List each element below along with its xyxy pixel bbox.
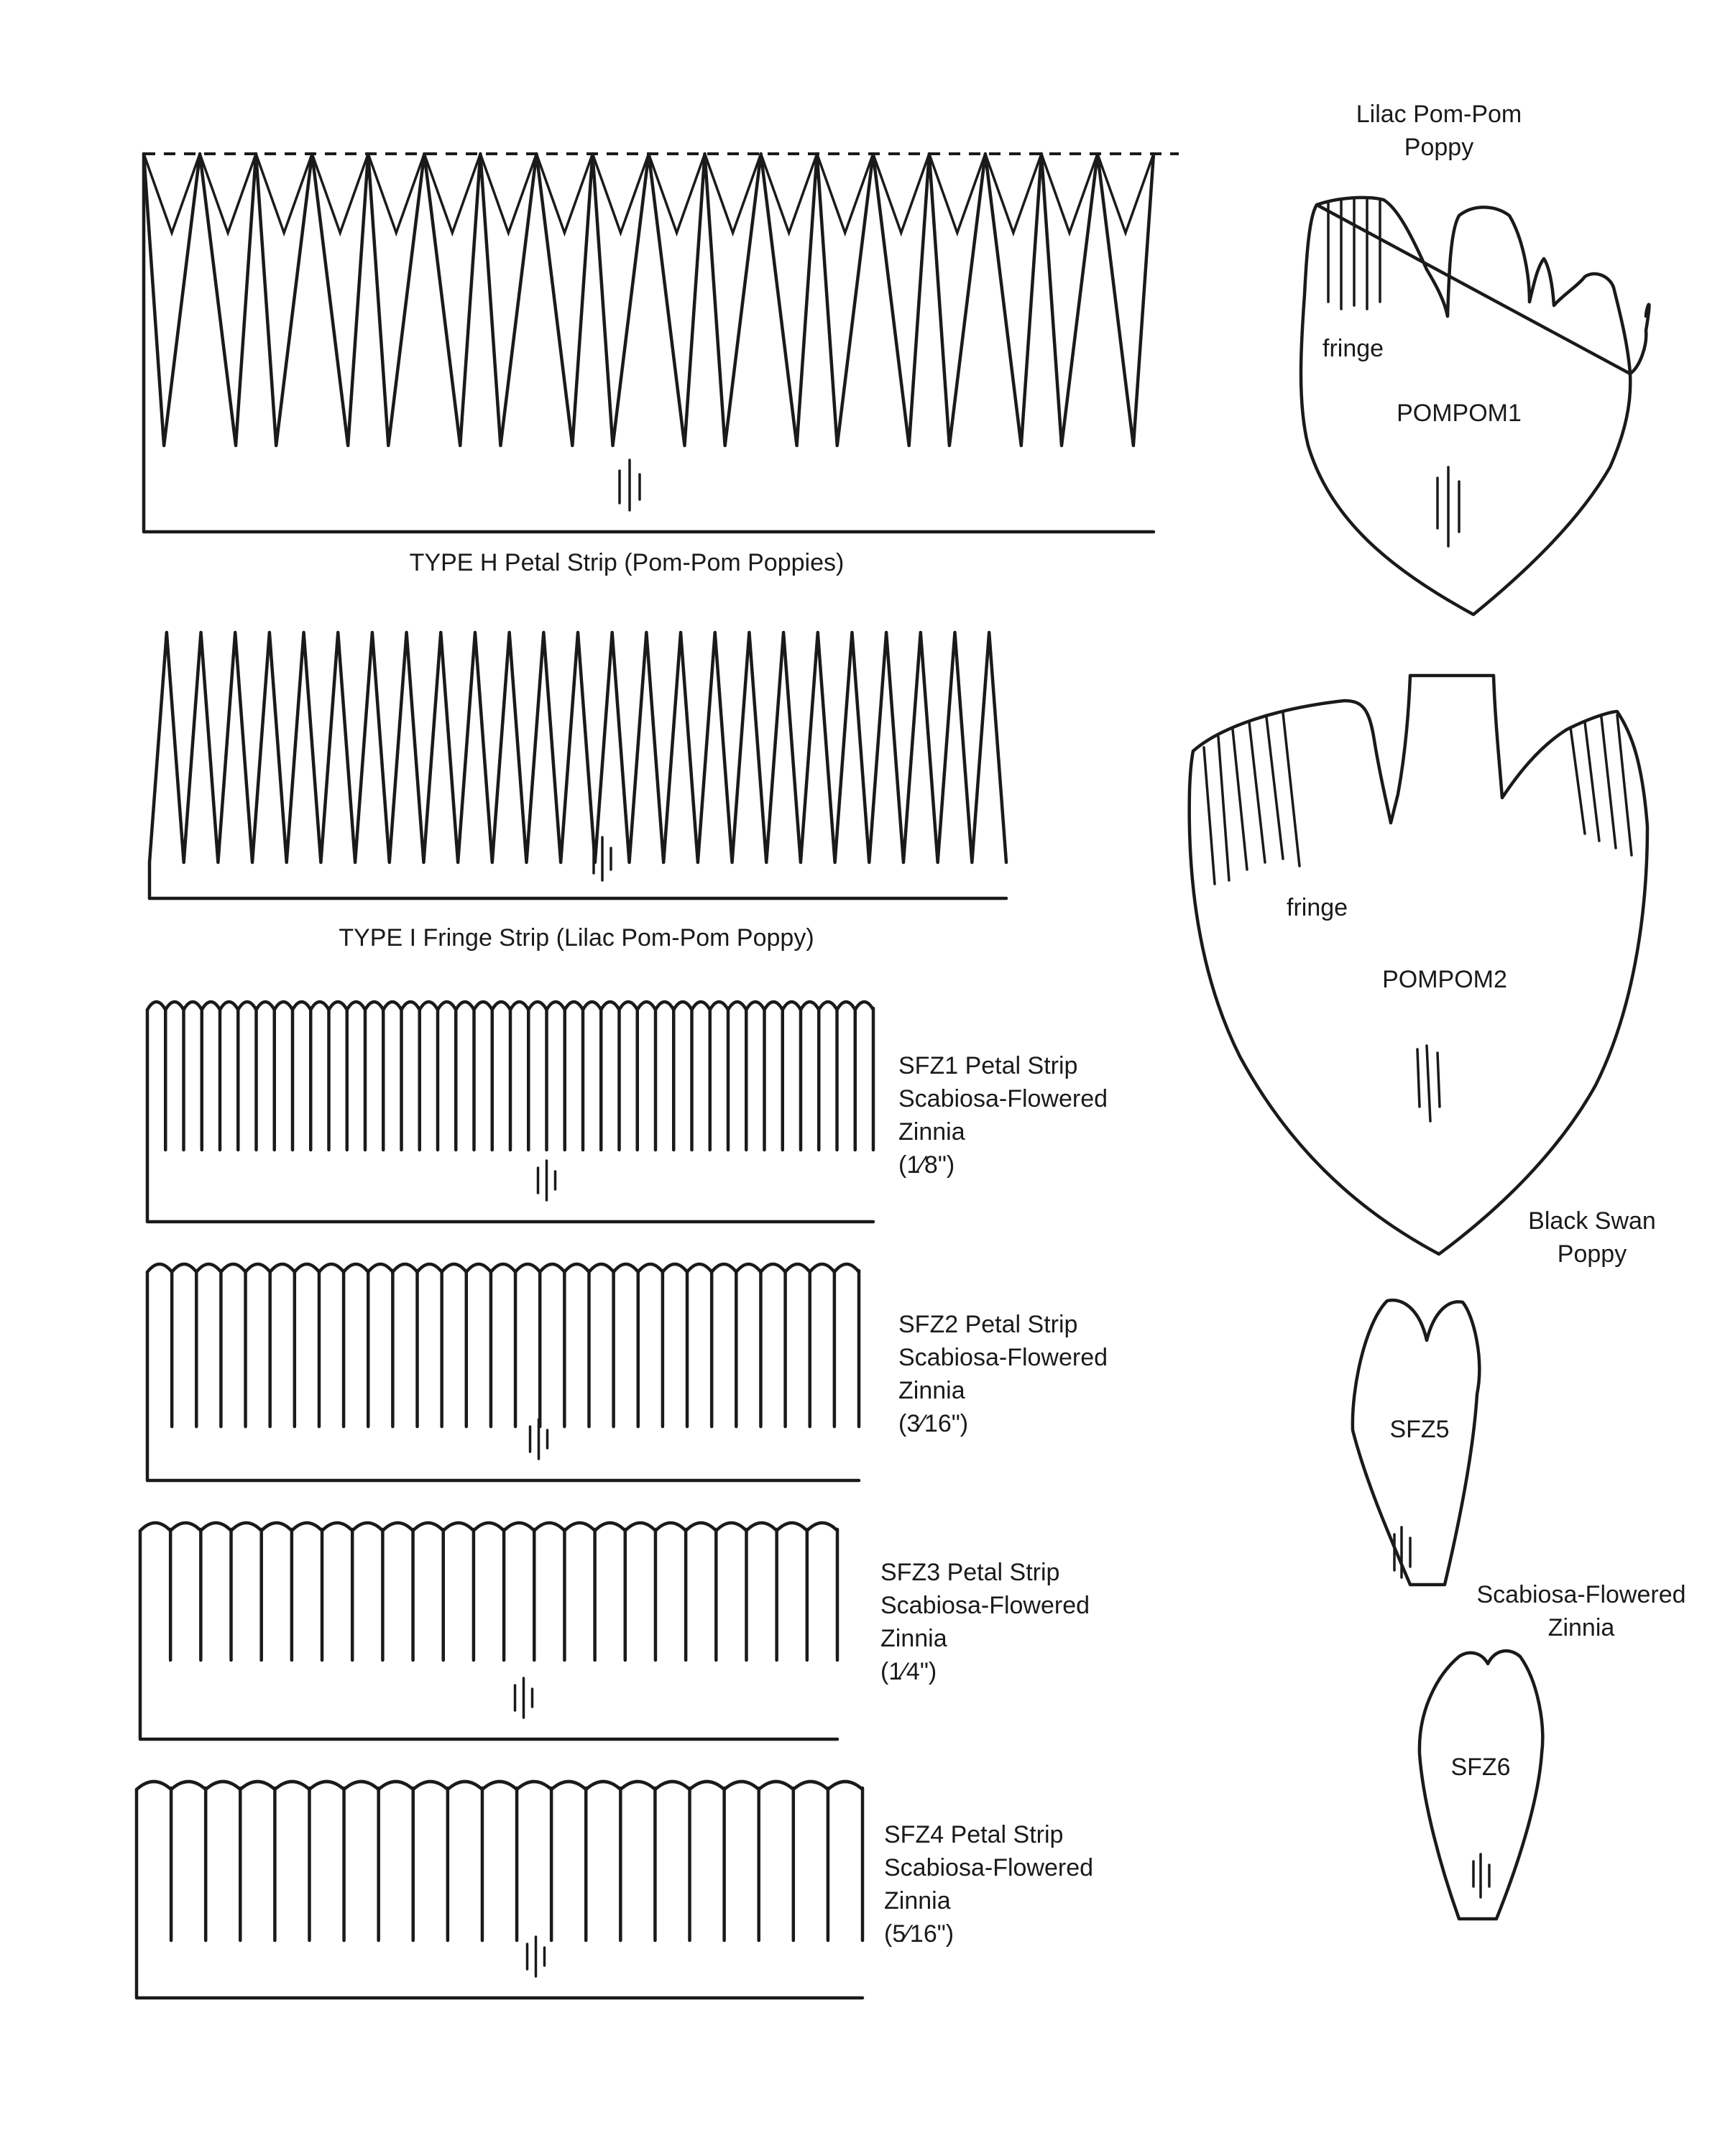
pompom2-footer — [1528, 1204, 1656, 1271]
sfz1-caption-line: (1⁄8") — [898, 1151, 955, 1179]
pompom2-footer-line: Black Swan — [1528, 1207, 1656, 1235]
sfz3-caption — [880, 1556, 1090, 1688]
zinnia-label-line: Scabiosa-Flowered — [1476, 1581, 1686, 1608]
zinnia-label — [1476, 1578, 1685, 1644]
sfz3-caption-line: Scabiosa-Flowered — [880, 1592, 1090, 1619]
sfz2-caption — [898, 1308, 1108, 1440]
sfz4-caption-line: Scabiosa-Flowered — [884, 1854, 1094, 1881]
sfz3-petal-strip — [140, 1523, 837, 1739]
sfz1-caption-line: Scabiosa-Flowered — [898, 1085, 1108, 1112]
sfz4-caption-line: SFZ4 Petal Strip — [884, 1821, 1064, 1848]
sfz2-caption-line: (3⁄16") — [898, 1410, 969, 1437]
sfz4-caption-line: Zinnia — [884, 1887, 951, 1915]
sfz4-caption — [884, 1818, 1093, 1950]
sfz5-code: SFZ5 — [1389, 1416, 1450, 1443]
pompom1-heading-line: Lilac Pom-Pom — [1356, 101, 1522, 128]
sfz1-caption-line: SFZ1 Petal Strip — [898, 1052, 1078, 1079]
sfz2-caption-line: Scabiosa-Flowered — [898, 1344, 1108, 1371]
sfz4-caption-line: (5⁄16") — [884, 1920, 954, 1948]
pompom2-footer-line: Poppy — [1557, 1240, 1627, 1268]
pompom1-heading-line: Poppy — [1404, 134, 1474, 161]
pompom1-fringe-label: fringe — [1322, 335, 1384, 362]
zinnia-label-line: Zinnia — [1547, 1614, 1615, 1641]
sfz2-petal-strip — [147, 1264, 859, 1480]
type-i-fringe-strip — [150, 632, 1006, 898]
pompom2-fringe-label: fringe — [1287, 894, 1348, 921]
sfz6-code: SFZ6 — [1450, 1754, 1511, 1781]
sfz3-caption-line: (1⁄4") — [880, 1658, 937, 1685]
type-i-caption: TYPE I Fringe Strip (Lilac Pom-Pom Poppy) — [339, 924, 814, 952]
sfz3-caption-line: SFZ3 Petal Strip — [880, 1559, 1060, 1586]
type-h-caption: TYPE H Petal Strip (Pom-Pom Poppies) — [409, 549, 845, 576]
sfz1-petal-strip — [147, 1002, 873, 1222]
pompom1-heading — [1356, 98, 1522, 164]
pompom1-code: POMPOM1 — [1397, 400, 1522, 427]
sfz2-caption-line: Zinnia — [898, 1377, 965, 1404]
type-h-petal-strip — [144, 154, 1179, 532]
sfz6-petal — [1420, 1651, 1542, 1919]
sfz1-caption — [898, 1049, 1108, 1181]
pompom2-code: POMPOM2 — [1382, 966, 1507, 993]
sfz3-caption-line: Zinnia — [880, 1625, 947, 1652]
sfz2-caption-line: SFZ2 Petal Strip — [898, 1311, 1078, 1338]
sfz1-caption-line: Zinnia — [898, 1118, 965, 1146]
sfz4-petal-strip — [137, 1782, 862, 1998]
